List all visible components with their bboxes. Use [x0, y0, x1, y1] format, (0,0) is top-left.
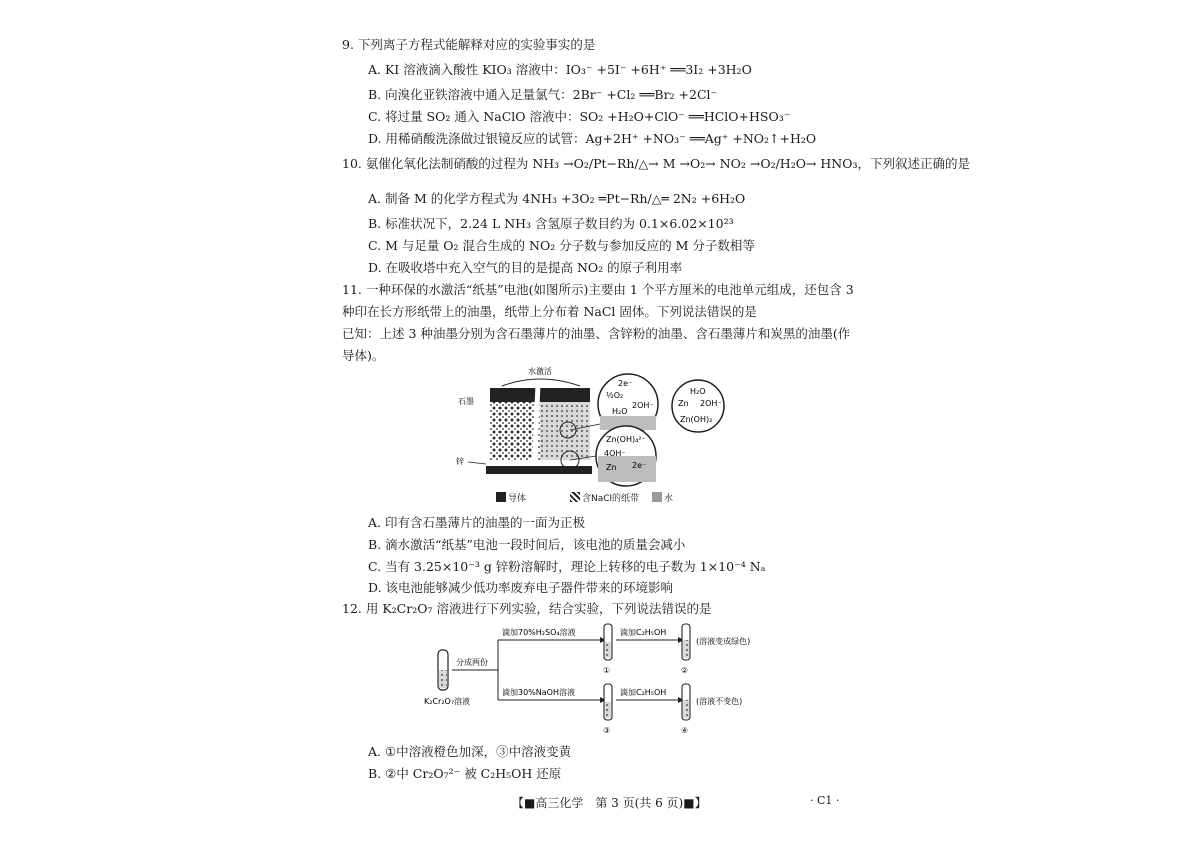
svg-text:H₂O: H₂O — [690, 387, 706, 396]
q10-option-d: D. 在吸收塔中充入空气的目的是提高 NO₂ 的原子利用率 — [368, 260, 683, 275]
svg-text:②: ② — [681, 666, 689, 675]
q9-option-a: A. KI 溶液滴入酸性 KIO₃ 溶液中：IO₃⁻ +5I⁻ +6H⁺ ══3I₂ +3H₂O — [368, 62, 752, 77]
paper-strip-left — [490, 402, 540, 460]
legend-paper: 含NaCl的纸带 — [568, 491, 639, 504]
water-label: 水激活 — [528, 367, 552, 376]
q10-stem: 10. 氨催化氧化法制硝酸的过程为 NH₃ →O₂/Pt−Rh/△→ M →O₂→ NO₂ →O₂/H₂O→ HNO₃，下列叙述正确的是 — [342, 156, 971, 171]
svg-text:2OH⁻: 2OH⁻ — [632, 401, 654, 410]
q12-option-b: B. ②中 Cr₂O₇²⁻ 被 C₂H₅OH 还原 — [368, 766, 562, 781]
legend-water: 水 — [650, 491, 673, 504]
graphite-label: 石墨 — [458, 397, 474, 406]
result-label-2: (溶液不变色) — [696, 697, 743, 706]
bottom-add-label: 滴加30%NaOH溶液 — [502, 688, 575, 697]
top-add-label: 滴加70%H₂SO₄溶液 — [502, 628, 576, 637]
page-footer: 【■高三化学 第 3 页(共 6 页)■】 — [512, 796, 707, 810]
legend-conductor: 导体 — [494, 491, 526, 504]
svg-text:½O₂: ½O₂ — [606, 391, 624, 400]
q9-option-b: B. 向溴化亚铁溶液中通入足量氯气：2Br⁻ +Cl₂ ══Br₂ +2Cl⁻ — [368, 87, 718, 102]
q11-known-line2: 导体)。 — [342, 348, 385, 363]
q10-option-a: A. 制备 M 的化学方程式为 4NH₃ +3O₂ ═Pt−Rh/△═ 2N₂ +6H₂O — [368, 191, 746, 206]
q12-option-a: A. ①中溶液橙色加深，③中溶液变黄 — [368, 744, 572, 759]
ethanol-label-1: 滴加C₂H₅OH — [620, 628, 667, 637]
q9-option-c: C. 将过量 SO₂ 通入 NaClO 溶液中：SO₂ +H₂O+ClO⁻ ══HClO+HSO₃⁻ — [368, 109, 791, 124]
water-arc — [502, 379, 580, 386]
q11-stem-line2: 种印在长方形纸带上的油墨，纸带上分布着 NaCl 固体。下列说法错误的是 — [342, 304, 757, 319]
svg-text:H₂O: H₂O — [612, 407, 628, 416]
q9-option-d: D. 用稀硝酸洗涤做过银镜反应的试管：Ag+2H⁺ +NO₃⁻ ══Ag⁺ +NO₂↑+H₂O — [368, 131, 817, 146]
svg-text:4OH⁻: 4OH⁻ — [604, 449, 626, 458]
ethanol-label-2: 滴加C₂H₅OH — [620, 688, 667, 697]
q9-stem: 9. 下列离子方程式能解释对应的实验事实的是 — [342, 37, 596, 52]
svg-text:Zn: Zn — [678, 399, 689, 408]
svg-text:2e⁻: 2e⁻ — [618, 379, 633, 388]
q10-option-c: C. M 与足量 O₂ 混合生成的 NO₂ 分子数与参加反应的 M 分子数相等 — [368, 238, 755, 253]
svg-text:Zn(OH)₂: Zn(OH)₂ — [680, 415, 713, 424]
paper-swatch — [570, 492, 580, 502]
q11-option-b: B. 滴水激活“纸基”电池一段时间后，该电池的质量会减小 — [368, 537, 686, 552]
svg-text:2OH⁻: 2OH⁻ — [700, 399, 722, 408]
svg-text:④: ④ — [681, 726, 689, 735]
q11-known-line1: 已知：上述 3 种油墨分别为含石墨薄片的油墨、含锌粉的油墨、含石墨薄片和炭黑的油墨(作 — [342, 326, 851, 341]
q11-option-a: A. 印有含石墨薄片的油墨的一面为正极 — [368, 515, 585, 530]
q11-option-d: D. 该电池能够减少低功率废弃电子器件带来的环境影响 — [368, 580, 674, 595]
paper-strip-right — [540, 402, 590, 460]
svg-text:Zn: Zn — [606, 463, 617, 472]
q12-stem: 12. 用 K₂Cr₂O₇ 溶液进行下列实验，结合实验，下列说法错误的是 — [342, 601, 712, 616]
experiment-diagram — [410, 618, 770, 736]
svg-text:Zn(OH)₄²⁻: Zn(OH)₄²⁻ — [606, 435, 646, 444]
conductor-swatch — [496, 492, 506, 502]
q11-stem-line1: 11. 一种环保的水激活“纸基”电池(如图所示)主要由 1 个平方厘米的电池单元组成，还包含 3 — [342, 282, 854, 297]
page-code: · C1 · — [810, 794, 840, 807]
water-swatch — [652, 492, 662, 502]
result-label-1: (溶液变成绿色) — [696, 637, 751, 646]
q11-option-c: C. 当有 3.25×10⁻³ g 锌粉溶解时，理论上转移的电子数为 1×10⁻⁴ Nₐ — [368, 559, 766, 574]
zinc-label: 锌 — [456, 457, 464, 466]
battery-figure — [450, 364, 750, 504]
svg-text:2e⁻: 2e⁻ — [632, 461, 647, 470]
split-label: 分成两份 — [456, 658, 488, 667]
svg-text:①: ① — [603, 666, 611, 675]
reagent-label: K₂Cr₂O₇溶液 — [424, 697, 471, 706]
svg-text:③: ③ — [603, 726, 611, 735]
q10-option-b: B. 标准状况下，2.24 L NH₃ 含氢原子数目约为 0.1×6.02×10²³ — [368, 216, 734, 231]
